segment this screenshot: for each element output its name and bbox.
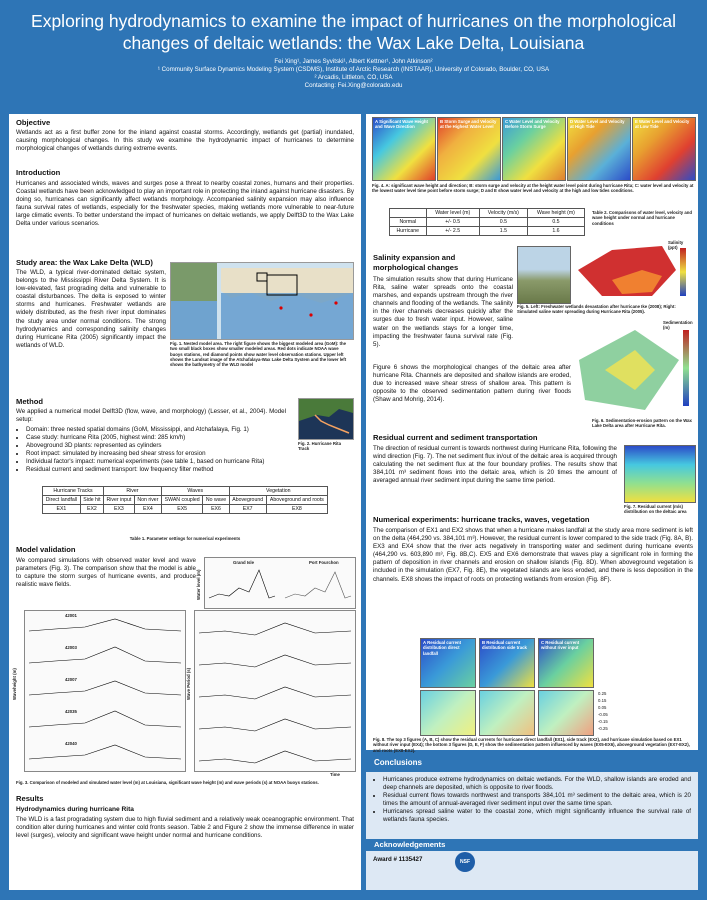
residual-heading: Residual current and sediment transportation [373, 433, 538, 442]
fig2-track-image [298, 398, 354, 440]
table2-header: Velocity (m/s) [479, 209, 527, 218]
fig4-caption: Fig. 4. A: significant wave height and direction; B: storm surge and velocity at the height water level point during hurricane Rita; C: water level and velocity at the lowest water level time point before storm surge; D and E show water level and velocity at the high and low tides conditions. [372, 183, 694, 194]
fig4-panel-c [502, 117, 566, 181]
waveperiod-plots [194, 610, 356, 772]
scale-tick: 0.05 [598, 705, 607, 710]
results-heading: Results [16, 794, 44, 803]
fig8-caption: Fig. 8. The top 3 figures (A, B, C) show the residual currents for hurricane direct landfall (EX1), side track (EX2), and hurricane simulation based on EX1 without river input (EX4); the bottom 3 figures (D, E, F) show the sedimentation pattern influenced by waves (EX5-EX6), aboveground vegetation (EX7-EX2), and roots (EX8-EX2). [373, 737, 690, 753]
fig4-panel-e [632, 117, 696, 181]
axis-label: Waveheight (m) [12, 668, 17, 700]
table2-cell: 1.6 [527, 227, 584, 236]
residual-text: The direction of residual current is towards northwest during Hurricane Rita, following the wind direction (Fig. 7). The net sediment flux in/out of the deltaic area is acquired through calculating the net sediment flux at the four boundary profiles. The results show that 384,101 m³ sediment flows into the deltaic area, which is 20 times the amount of averaged annual river sediment input during the same time period. [373, 445, 617, 485]
axis-label: Time [330, 772, 340, 777]
scale-tick: 0.25 [598, 691, 607, 696]
table1 [42, 486, 328, 514]
table1-header: Waves [161, 487, 229, 496]
fig8-panel-d [420, 690, 476, 736]
fig8-panel-b [479, 638, 535, 688]
authors [0, 58, 707, 90]
method-bullet: • Individual factor's impact: numerical experiments (see table 1, based on hurricane Rita) [26, 458, 286, 466]
water-level-svg [205, 558, 355, 608]
axis-label: Wave Period (s) [186, 667, 191, 700]
table1-sub: Aboveground [229, 496, 266, 505]
fig7-residual-map [624, 445, 696, 503]
salinity-colorbar [680, 248, 686, 296]
conclusion-bullet: • Residual current flows towards northwest and transports 384,101 m³ sediment to the deltaic area, which is 20 times the amount of annual-averaged river sediment input over the same time span. [383, 792, 691, 808]
table2-cell: 0.5 [479, 218, 527, 227]
salinity-heading: Salinity expansion and morphological changes [373, 253, 459, 272]
award-number: Award # 1135427 [373, 856, 423, 863]
salinity-text: The simulation results show that during Hurricane Rita, saline water spreads onto the coastal marshes, and expands upstream through the river channels and flooding of the wetlands. The salinity in the river channels decreases quickly after the surges due to fresh water input. However, saline water on the wetlands stays for a longer time, impacting the freshwater fauna survival rate (Fig. 5). [373, 276, 513, 348]
station-label: 42003 [65, 645, 77, 650]
method-text: We applied a numerical model Delft3D (flow, wave, and morphology) (Lesser, et al., 2004). Model setup: [16, 408, 286, 424]
poster-title: Exploring hydrodynamics to examine the impact of hurricanes on the morphological changes of deltaic wetlands: the Wax Lake Delta, Louisiana [31, 11, 676, 53]
buoy-dot [309, 313, 312, 316]
waveheight-svg [25, 611, 185, 771]
table1-caption: Table 1. Parameter settings for numerical experiments [129, 536, 241, 541]
landsat-image [171, 263, 217, 301]
method-bullets [16, 426, 286, 475]
objective-heading: Objective [16, 118, 51, 127]
scale-tick: -0.05 [598, 712, 608, 717]
table2-cell: 0.5 [527, 218, 584, 227]
table1-ex: EX2 [80, 505, 103, 514]
sediment-colorbar [683, 330, 689, 406]
table1-header: Vegetation [229, 487, 327, 496]
table2-cell: +/- 2.5 [426, 227, 479, 236]
study-text: The WLD, a typical river-dominated deltaic system, belongs to the Mississippi River Delta System. It is low-elevated, fast prograding delta and vulnerable to coastal disturbances. The delta is exposed to winter storms and hurricanes. Freshwater wetlands are widely distributed, as the fresh river input dominates the study area under normal conditions. The strong hydrodynamics and corresponding salinity changes during Hurricane Rita (2005) significantly impact the wetlands of WLD. [16, 269, 166, 349]
table1-sub: Side hit [80, 496, 103, 505]
results-subheading: Hydrodynamics during hurricane Rita [16, 806, 134, 813]
scale-tick: -0.15 [598, 719, 608, 724]
fig8-panel-c [538, 638, 594, 688]
station-label: 42035 [65, 709, 77, 714]
table1-ex: EX4 [134, 505, 161, 514]
series-line [29, 711, 181, 727]
scale-tick: 0.15 [598, 698, 607, 703]
table2-caption: Table 2. Comparisons of water level, velocity and wave height under normal and hurricane conditions [592, 210, 692, 226]
affiliation-2: ² Arcadis, Littleton, CO, USA [314, 74, 393, 81]
station-label: 42040 [65, 741, 77, 746]
water-level-plot [204, 557, 356, 609]
method-bullet: • Domain: three nested spatial domains (GoM, Mississippi, and Atchafalaya, Fig. 1) [26, 426, 286, 434]
fig4-panel-d [567, 117, 631, 181]
fig8-label: C Residual current without river input [541, 640, 580, 651]
conclusions-bullets [373, 776, 691, 825]
series-line [199, 623, 351, 635]
table1-sub: No wave [203, 496, 229, 505]
numerical-text: The comparison of EX1 and EX2 shows that when a hurricane makes landfall at the study area more sediment is left on the delta (464,290 vs. 384,101 m³). However, the residual current is lower compared to the side track (Fig. 8A, B). EX3 and EX4 show that the river acts negatively in transporting water and sediment during hurricane events (464,290 vs. 603,890 m³, Fig. 8B,C). EX5 and EX6 demonstrate that waves play a significant role in forming the pattern of deposition in river channels and erosion on shallow islands (Fig. 8D). When aboveground vegetation is included in the simulation (EX7, Fig. 8E), the vegetated islands are less eroded, and there is less deposition in the channels. EX8 shows the impact of roots on protecting wetlands from erosion (Fig. 8F). [373, 527, 693, 583]
fig6-svg [575, 320, 694, 416]
table1-sub: Aboveground and roots [266, 496, 327, 505]
waveheight-plots [24, 610, 186, 772]
poster-header [0, 0, 707, 110]
waveperiod-svg [195, 611, 355, 771]
table1-ex: EX8 [266, 505, 327, 514]
numerical-heading: Numerical experiments: hurricane tracks, waves, vegetation [373, 515, 590, 524]
conclusion-bullet: • Hurricanes produce extreme hydrodynamics on deltaic wetlands. For the WLD, shallow islands are eroded and deep channels are deposited, which is opposite to river floods. [383, 776, 691, 792]
station-label: 42007 [65, 677, 77, 682]
hurricane-track [315, 415, 349, 433]
validation-heading: Model validation [16, 545, 76, 554]
fig1-caption: Fig. 1. Nested model area. The right figure shows the biggest modeled area (GoM): the two small black boxes show smaller modeled areas. Red dots indicate NOAA wave buoys stations, red diamond points show water level observation stations. Upper left shows the Landsat image of the Atchafalaya-Wax Lake Delta System and the lower left shows the bathymetry of the WLD model [170, 341, 347, 368]
obs-line [209, 570, 275, 598]
fig8-panel-e [479, 690, 535, 736]
method-bullet: • Case study: hurricane Rita (2005, highest wind: 285 km/h) [26, 434, 286, 442]
fig5-photo [517, 246, 571, 304]
fig7-caption: Fig. 7. Residual current (m/s) distribution on the deltaic area [624, 504, 687, 515]
table1-sub: SWAN coupled [161, 496, 203, 505]
series-line [29, 681, 181, 695]
bathymetry-image [171, 301, 217, 339]
contact: Contacting: Fei.Xing@colorado.edu [304, 82, 403, 89]
axis-label: Water level (m) [196, 569, 201, 600]
fig3-caption: Fig. 3. Comparison of modeled and simulated water level (m) at Louisiana, significant wave height (m) and wave periods (s) at NOAA buoys stations. [16, 780, 319, 785]
fig8-label: A Residual current distribution direct landfall [423, 640, 462, 656]
gulf-water [221, 293, 353, 339]
study-heading: Study area: the Wax Lake Delta (WLD) [16, 258, 153, 267]
model-line [285, 572, 351, 598]
fig8-label: B Residual current distribution side track [482, 640, 527, 651]
results-text: The WLD is a fast progradating system due to high fluvial sediment and a relatively weak oceanographic environment. That condition alter during hurricanes and winter cold fronts season. Table 2 and Figure 2 show the immense difference in water level (surges), velocity and significant wave height under normal and hurricane conditions. [16, 816, 354, 840]
fig5-salinity-map [572, 240, 694, 302]
fig1-map [170, 262, 354, 340]
fig2-caption: Fig. 2. Hurricane Rita Track [298, 441, 341, 452]
buoy-dot [279, 306, 282, 309]
method-bullet: • Aboveground 3D plants: represented as cylinders [26, 442, 286, 450]
table2-cell: +/- 0.5 [426, 218, 479, 227]
series-line [199, 719, 351, 731]
series-line [29, 619, 181, 631]
colorbar-label: Salinity (ppt) [668, 240, 684, 251]
table1-sub: River input [103, 496, 134, 505]
fig4-label: B Storm Surge and Velocity at the Highest Water Level [440, 119, 497, 130]
series-line [29, 647, 181, 663]
station-label: 42001 [65, 613, 77, 618]
series-line [29, 745, 181, 759]
series-line [199, 687, 351, 699]
table1-ex: EX7 [229, 505, 266, 514]
land [299, 399, 353, 421]
fig6-sediment-map [575, 320, 694, 416]
objective-text: Wetlands act as a first buffer zone for the inland against coastal storms. Accordingly, wetlands get (partial) inundated, causing morphological changes. In this study we examine the hydrodynamic impact of hurricanes to determine morphological changes of wetlands during extreme events. [16, 129, 354, 153]
fig4-label: E Water Level and Velocity at Low Tide [635, 119, 690, 130]
conclusion-bullet: • Hurricanes spread saline water to the coastal zone, which might significantly influence the survival rate of wetlands fauna species. [383, 808, 691, 824]
table1-header: River [103, 487, 161, 496]
salinity-text-2: Figure 6 shows the morphological changes of the deltaic area after hurricane Rita. Channels are deposited and shallow islands are eroded, due to increased wave shear stress of shallow area. This pattern is opposite to the observed sedimentation pattern during river floods (Shaw and Mohrig, 2014). [373, 364, 571, 404]
fig4-label: C Water Level and Velocity Before Storm Surge [505, 119, 560, 130]
fig1-svg [171, 263, 353, 339]
intro-heading: Introduction [16, 168, 61, 177]
table2-cell: Hurricane [390, 227, 427, 236]
nsf-logo: NSF [455, 852, 475, 872]
fig6-caption: Fig. 6. Sedimentation-erosion pattern on the Wax Lake Delta area after Hurricane Rita. [592, 418, 692, 429]
table2-header: Water level (m) [426, 209, 479, 218]
table2-cell: 1.5 [479, 227, 527, 236]
series-line [199, 751, 351, 763]
affiliation-1: ¹ Community Surface Dynamics Modeling System (CSDMS), Institute of Arctic Research (INSTAAR), University of Colorado, Boulder, CO, USA [157, 66, 550, 73]
table2 [389, 208, 585, 236]
table2-header: Wave height (m) [527, 209, 584, 218]
fig5-caption: Fig. 5. Left: Freshwater wetlands devastation after hurricane Ike (2008); Right: Simulated saline water spreading during Hurricane Rita (2005). [517, 304, 676, 315]
fig4-panel-a [372, 117, 436, 181]
buoy-dot [334, 301, 337, 304]
validation-text: We compared simulations with observed water level and wave parameters (Fig. 3). The comparison show that the model is able to capture the storm surges of hurricane events, and produce realistic wave fields. [16, 557, 196, 589]
ack-heading: Acknowledgements [366, 839, 698, 851]
fig8-panel-a [420, 638, 476, 688]
author-list: Fei Xing¹, James Syvitski¹, Albert Kettner¹, John Atkinson² [274, 58, 433, 65]
fig4-label: D Water Level and Velocity at High Tide [570, 119, 625, 130]
method-heading: Method [16, 397, 43, 406]
fig8-scale [598, 690, 628, 732]
series-line [199, 655, 351, 667]
fig8-panel-f [538, 690, 594, 736]
method-bullet: • Residual current and sediment transport: low frequency filter method [26, 466, 286, 474]
method-bullet: • Root impact: simulated by increasing bed shear stress for erosion [26, 450, 286, 458]
station-label: Port Fourchon [309, 560, 339, 565]
fig2-svg [299, 399, 353, 439]
table1-sub: Direct landfall [43, 496, 81, 505]
table2-header [390, 209, 427, 218]
colorbar-label: Sedimentation (m) [663, 320, 693, 331]
table1-ex: EX1 [43, 505, 81, 514]
table1-sub: Non river [134, 496, 161, 505]
conclusions-heading: Conclusions [366, 754, 698, 772]
table2-cell: Normal [390, 218, 427, 227]
table1-ex: EX5 [161, 505, 203, 514]
fig4-panel-b [437, 117, 501, 181]
table1-ex: EX3 [103, 505, 134, 514]
table1-header: Hurricane Tracks [43, 487, 104, 496]
table1-ex: EX6 [203, 505, 229, 514]
fig4-label: A Significant Wave Height and Wave Direction [375, 119, 428, 130]
station-label: Grand Isle [233, 560, 255, 565]
scale-tick: -0.25 [598, 726, 608, 731]
intro-text: Hurricanes and associated winds, waves and surges pose a threat to nearby coastal zones, humans and their properties. Coastal wetlands have been acknowledged to play an important role in protecting the inland against hurricane disasters. By doing so, hurricanes can significantly affect wetlands morphology. Accompanied salinity expansion may also influence fauna survival rates of wetlands, especially for the freshwater species, making wetlands more vulnerable to near-future large climatic events. To better understand the impact of hurricanes on deltaic wetlands, we apply Delft3D to the Wax Lake Delta under various scenarios. [16, 180, 354, 228]
